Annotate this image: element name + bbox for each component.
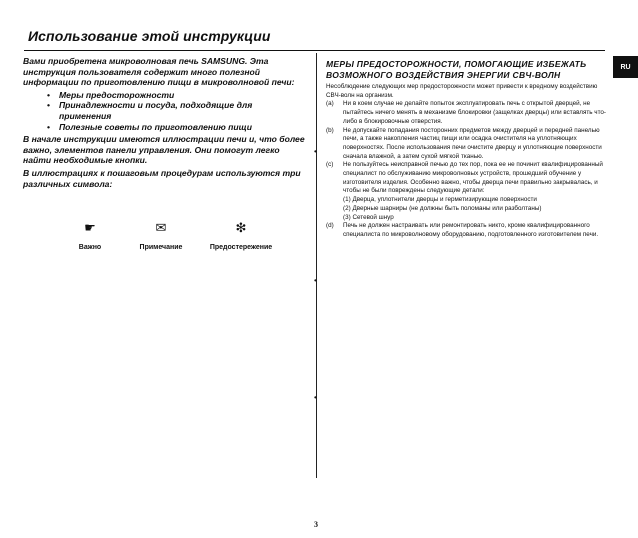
list-item [326, 161, 610, 196]
list-item [326, 214, 610, 223]
intro-paragraph: Вами приобретена микроволновая печь SAMSUNG. Эта инструкция пользователя содержит много полезной информации по приготовлению пищи в микроволновой печи: [23, 56, 295, 88]
item-text: Печь не должен настраивать или ремонтировать никто, кроме квалифицированного специалиста по микроволновому оборудованию, подготовленного изготовителем печи. [343, 222, 599, 238]
item-marker: (d) [326, 222, 334, 230]
item-text: Не допускайте попадания посторонних предметов между дверцей и передней панелью печи, а также накопления частиц пищи или осадка очистителя на уплотняющих поверхностях. После использования печи очистите дверцу и уплотняющие поверхности сначала влажной, а затем сухой мягкой тканью. [343, 126, 602, 160]
item-text: (1) Дверца, уплотнители дверцы и герметизирующие поверхности [343, 196, 537, 204]
symbol-note [121, 220, 201, 251]
item-text: (3) Сетевой шнур [343, 213, 394, 221]
contents-list [23, 90, 305, 132]
precautions-heading: МЕРЫ ПРЕДОСТОРОЖНОСТИ, ПОМОГАЮЩИЕ ИЗБЕЖАТЬ ВОЗМОЖНОГО ВОЗДЕЙСТВИЯ ЭНЕРГИИ СВЧ-ВОЛН [326, 59, 587, 80]
symbols-paragraph: В иллюстрациях к пошаговым процедурам используются три различных символа: [23, 167, 301, 189]
caution-icon: ❇ [235, 220, 247, 235]
list-item [326, 222, 610, 239]
item-text: Не пользуйтесь неисправной печью до тех пор, пока ее не починит квалифицированный специалист по обслуживанию микроволновых устройств, прошедший обучение у изготовителя изделия. Особенно важно, чтобы дверца печи правильно закрывалась, и чтобы не были повреждены следующие детали: [343, 161, 603, 195]
item-marker: (c) [326, 161, 334, 169]
list-item [326, 196, 610, 205]
item-marker: (a) [326, 100, 334, 108]
language-tab: RU [613, 56, 638, 78]
item-text: (2) Дверные шарниры (не должны быть поломаны или разболтаны) [343, 204, 542, 212]
symbols-legend [50, 220, 300, 260]
symbol-label: Предостережение [209, 244, 273, 251]
precautions-column [326, 59, 610, 240]
item-marker: (b) [326, 126, 334, 134]
list-item: • Принадлежности и посуда, подходящие для применения [23, 100, 305, 121]
symbol-important [50, 220, 130, 251]
list-item [326, 127, 610, 162]
item-text: Ни в коем случае не делайте попыток эксплуатировать печь с открытой дверцей, не пытайтесь ничего менять в механизме блокировки (защелках дверцы) или вставлять что-либо в блокировочные отверстия. [343, 100, 607, 125]
pointing-hand-icon: ☛ [84, 220, 96, 235]
intro-column [23, 56, 305, 191]
symbol-label: Примечание [139, 244, 183, 251]
list-item: • Меры предосторожности [23, 90, 305, 101]
page-title: Использование этой инструкции [28, 28, 271, 44]
precautions-list [326, 100, 610, 239]
list-item [326, 205, 610, 214]
symbol-caution [201, 220, 281, 251]
divider-dot: • [314, 147, 317, 156]
list-item: • Полезные советы по приготовлению пищи [23, 122, 305, 133]
symbol-label: Важно [78, 244, 102, 251]
page-number: 3 [314, 520, 318, 529]
note-icon: ✉ [155, 220, 167, 235]
illustrations-paragraph: В начале инструкции имеются иллюстрации печи и, что более важно, элементов панели управления. Они помогут легко найти необходимые кнопки. [23, 134, 305, 166]
divider-dot: • [314, 276, 317, 285]
section-header [24, 25, 605, 51]
column-divider [316, 53, 317, 478]
precautions-intro: Несоблюдение следующих мер предосторожности может привести к вредному воздействию СВЧ-волн на организм. [326, 83, 598, 99]
list-item [326, 100, 610, 126]
divider-dot: • [314, 393, 317, 402]
